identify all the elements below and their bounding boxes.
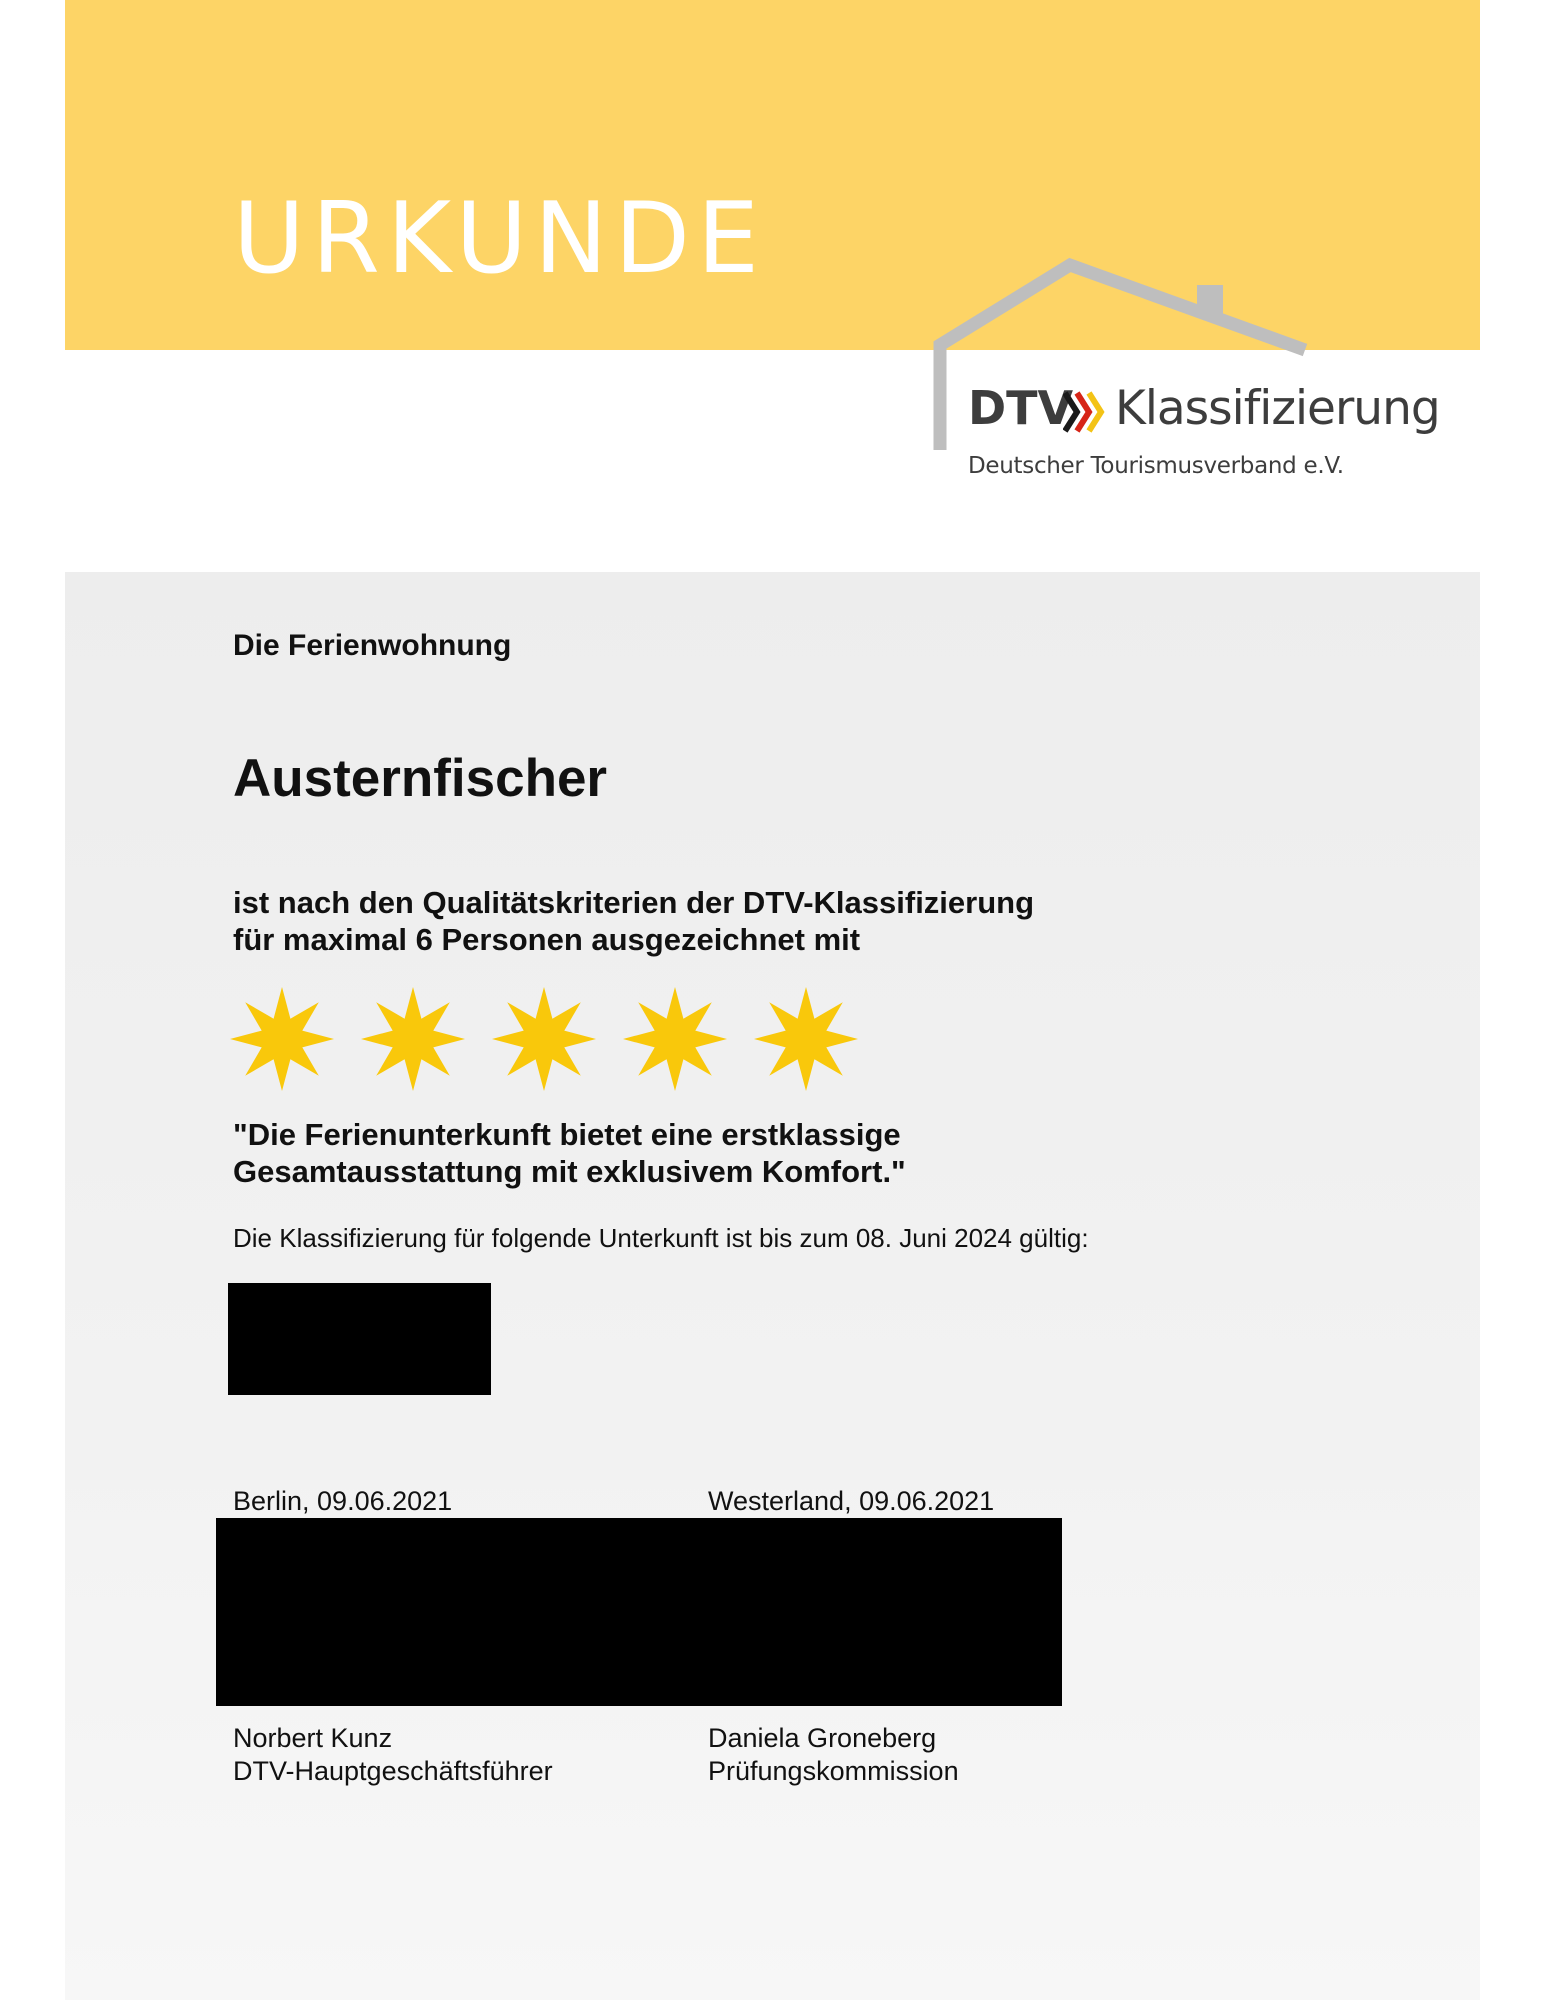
star-rating — [230, 985, 870, 1095]
signature-place-date-right: Westerland, 09.06.2021 — [708, 1486, 995, 1516]
criteria-line-2: für maximal 6 Personen ausgezeichnet mit — [233, 921, 861, 957]
signatory-right — [708, 1722, 959, 1788]
star-icon — [754, 987, 858, 1091]
star-icon — [492, 987, 596, 1091]
redacted-signatures-block — [216, 1518, 1062, 1706]
star-icon — [361, 987, 465, 1091]
quote-line-1: "Die Ferienunterkunft bietet eine erstklassige — [233, 1117, 901, 1152]
logo-brand-dtv: DTV — [968, 381, 1074, 435]
certificate-title: URKUNDE — [233, 182, 766, 296]
quote-line-2: Gesamtausstattung mit exklusivem Komfort." — [233, 1153, 906, 1189]
criteria-text — [233, 885, 1034, 958]
star-icon — [230, 987, 334, 1091]
signatory-right-role: Prüfungskommission — [708, 1755, 959, 1786]
signatory-left-name: Norbert Kunz — [233, 1723, 393, 1753]
criteria-line-1: ist nach den Qualitätskriterien der DTV-Klassifizierung — [233, 885, 1035, 920]
signature-place-date-left: Berlin, 09.06.2021 — [233, 1486, 453, 1516]
dtv-logo — [920, 255, 1440, 495]
signatory-right-name: Daniela Groneberg — [708, 1723, 937, 1753]
object-name: Austernfischer — [233, 749, 608, 808]
star-icon — [623, 987, 727, 1091]
signatory-left-role: DTV-Hauptgeschäftsführer — [233, 1755, 553, 1786]
signatory-left — [233, 1722, 553, 1788]
validity-text: Die Klassifizierung für folgende Unterkunft ist bis zum 08. Juni 2024 gültig: — [233, 1223, 1089, 1253]
logo-subtitle: Deutscher Tourismusverband e.V. — [968, 453, 1344, 479]
redacted-address-block — [228, 1283, 491, 1395]
rating-quote — [233, 1117, 906, 1190]
object-type: Die Ferienwohnung — [233, 629, 512, 662]
logo-name: Klassifizierung — [1115, 381, 1440, 436]
chevrons-icon — [1063, 391, 1109, 433]
